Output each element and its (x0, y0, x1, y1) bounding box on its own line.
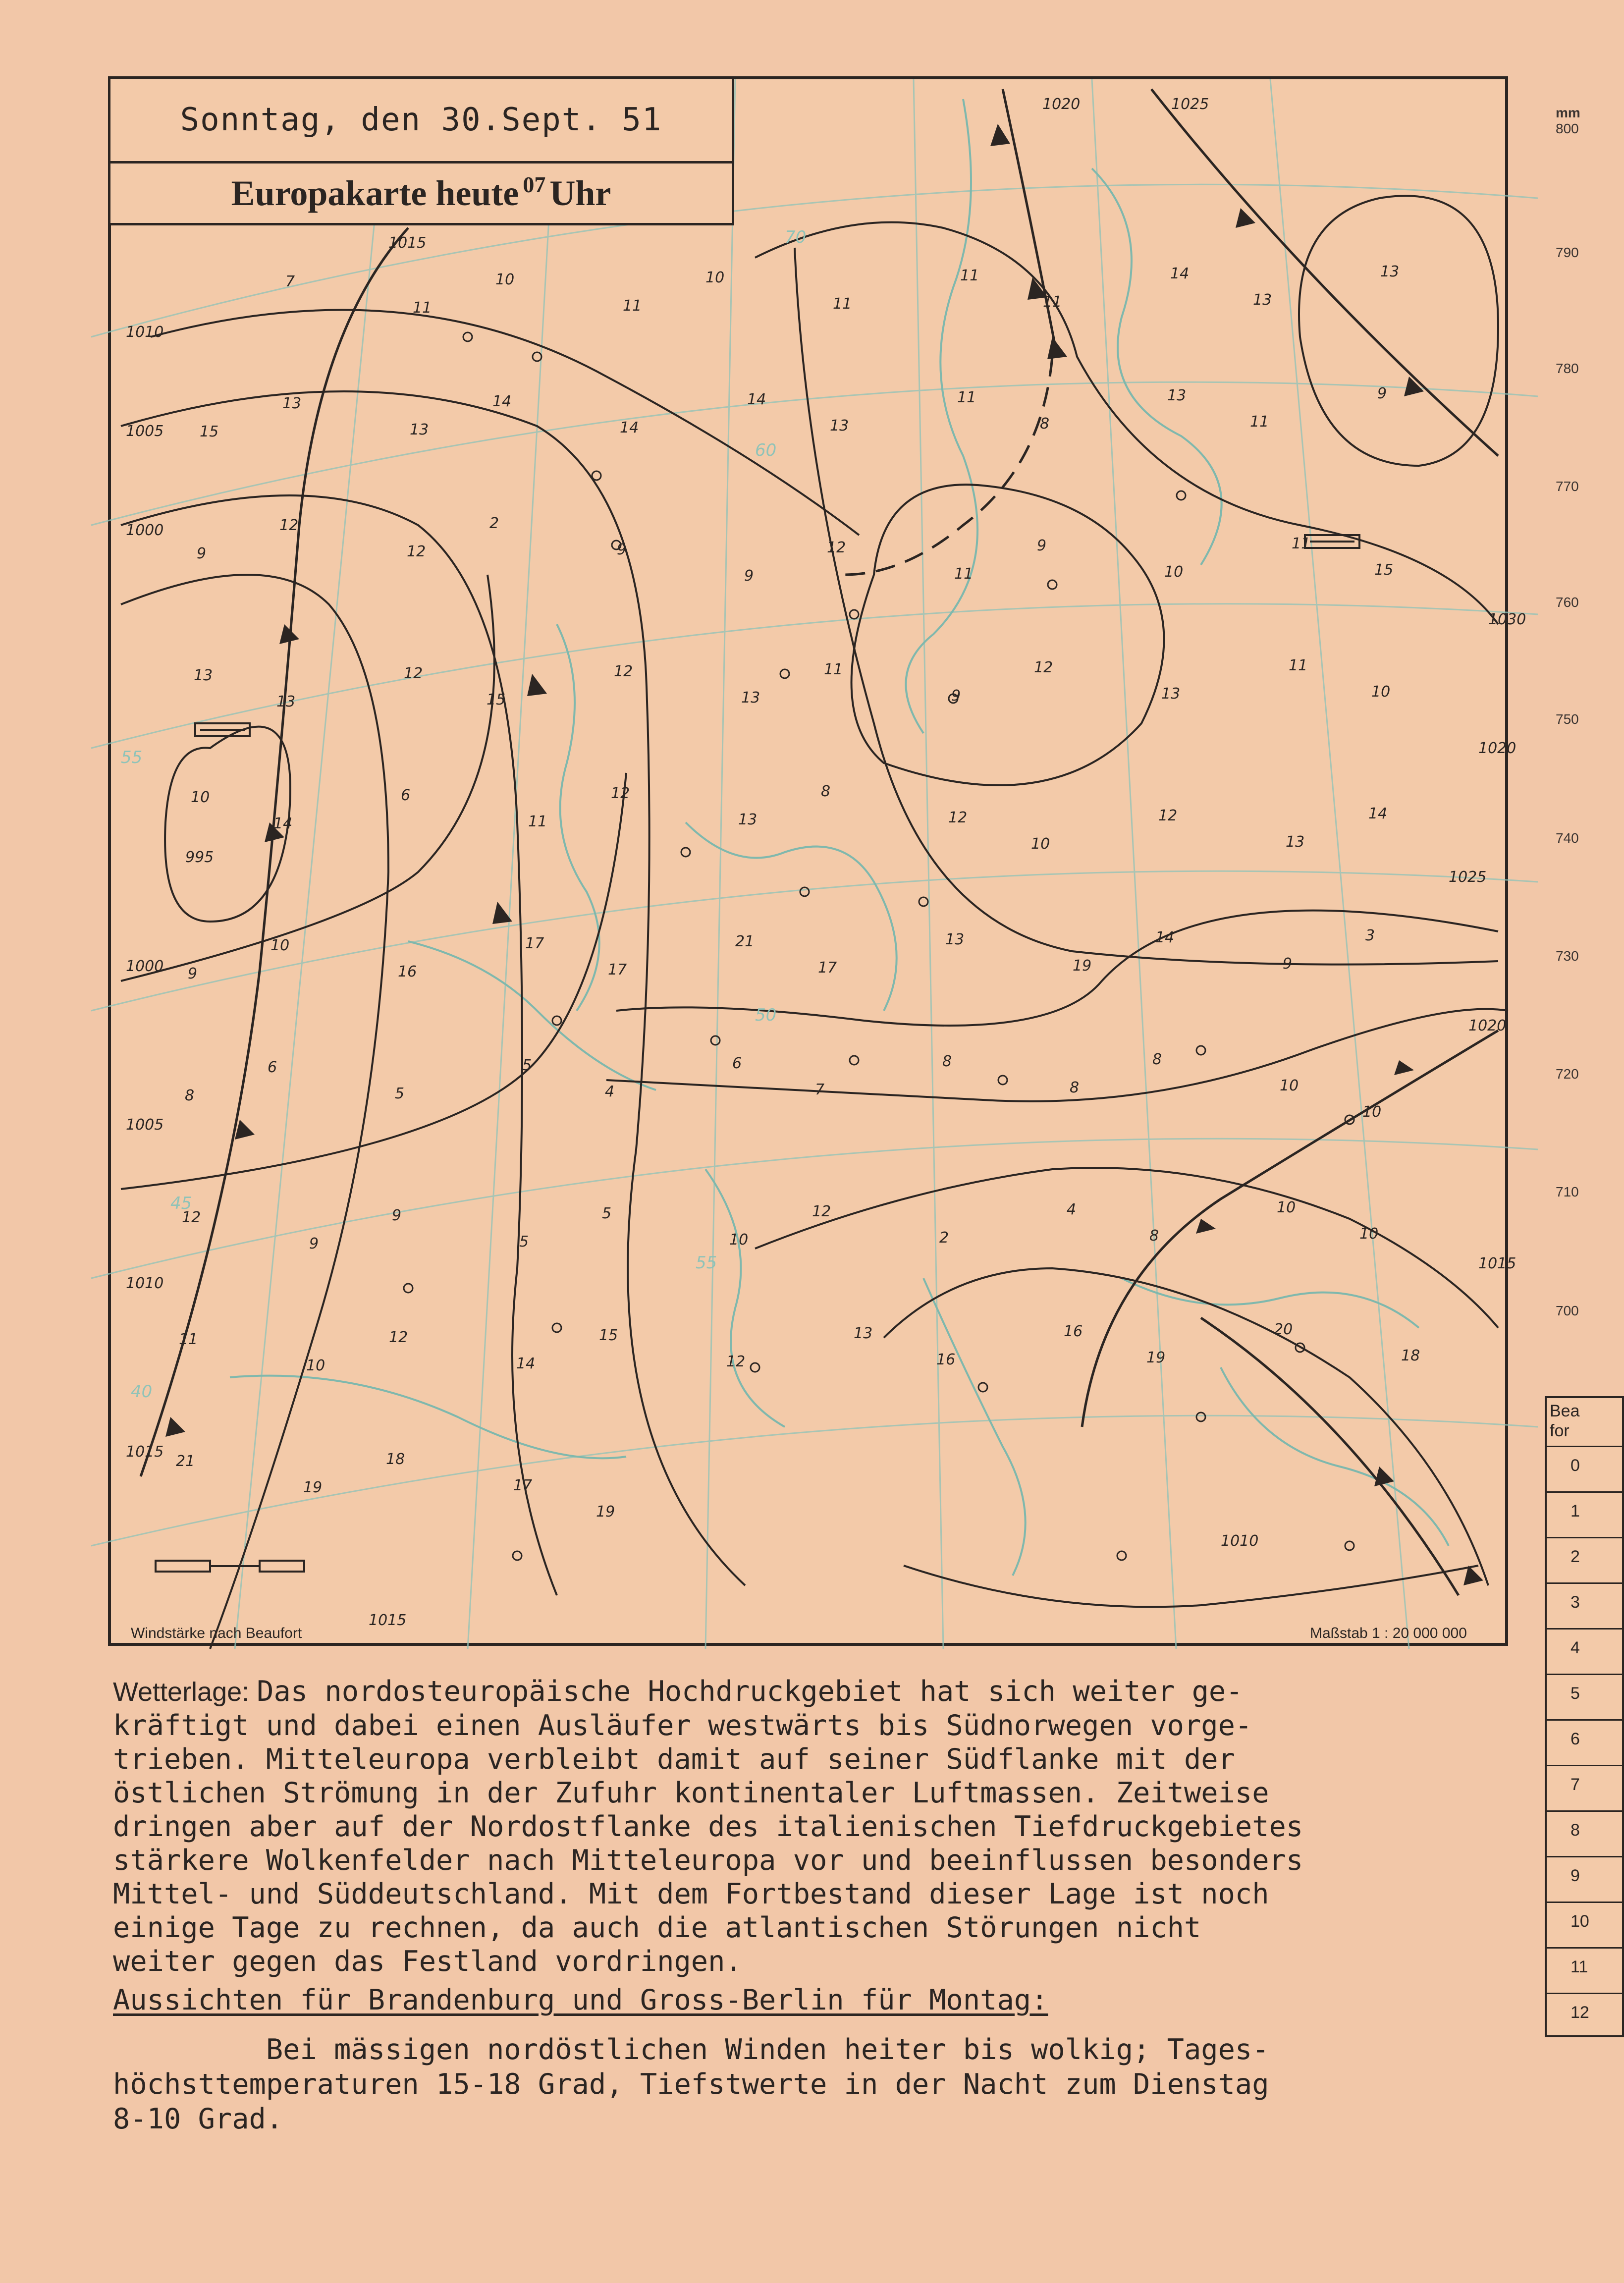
station-value: 13 (1286, 833, 1305, 851)
latitude-label: 50 (755, 1005, 777, 1025)
legend-row (1547, 1902, 1622, 1949)
station-value: 19 (1073, 957, 1092, 975)
station-value: 12 (1158, 807, 1178, 824)
weather-line-text: östlichen Strömung in der Zufuhr kontinentaler Luftmassen. Zeitweise (113, 1777, 1269, 1809)
station-value: 4 (1067, 1201, 1077, 1218)
station-value: 11 (824, 661, 843, 678)
station-value: 13 (1167, 387, 1187, 404)
station-value: 8 (1152, 1051, 1162, 1068)
station-value: 12 (827, 539, 846, 556)
station-value: 12 (182, 1209, 201, 1226)
isobar-label: 1010 (126, 324, 164, 341)
legend-row-value: 0 (1570, 1456, 1580, 1475)
station-value: 13 (1380, 263, 1400, 280)
pressure-scale-label: 760 (1556, 595, 1579, 610)
station-value: 15 (599, 1327, 618, 1344)
outlook-text (113, 2032, 1510, 2136)
station-value: 10 (271, 937, 290, 954)
legend-row-value: 6 (1570, 1730, 1580, 1748)
station-value: 9 (951, 687, 961, 705)
legend-row-value: 9 (1570, 1866, 1580, 1885)
station-value: 11 (623, 297, 642, 315)
station-value: 11 (1250, 413, 1269, 431)
latitude-label: 55 (696, 1253, 717, 1273)
legend-row-value: 3 (1570, 1593, 1580, 1612)
wind-scale-symbol (156, 1561, 304, 1572)
station-value: 10 (705, 269, 725, 286)
weather-line-text: weiter gegen das Festland vordringen. (113, 1945, 742, 1978)
latitude-label: 55 (121, 748, 143, 767)
station-value: 11 (960, 267, 979, 284)
station-value: 12 (407, 543, 426, 560)
pressure-scale-label: 780 (1556, 361, 1579, 376)
weather-line (113, 1844, 1510, 1877)
legend-row-value: 12 (1570, 2003, 1589, 2022)
weather-line-text: stärkere Wolkenfelder nach Mitteleuropa vor und beeinflussen besonders (113, 1844, 1303, 1877)
station-value: 21 (735, 933, 755, 950)
station-value: 11 (413, 299, 432, 317)
station-value: 10 (1164, 563, 1184, 581)
station-value: 10 (1031, 835, 1050, 853)
station-value: 8 (1070, 1079, 1080, 1096)
weather-line (113, 1776, 1510, 1810)
station-value: 14 (516, 1355, 536, 1372)
station-value: 12 (726, 1353, 746, 1370)
isobar-label: 1015 (369, 1612, 407, 1629)
isobar-label: 995 (185, 849, 214, 866)
weather-line (113, 1675, 1510, 1709)
weather-line-text: Mittel- und Süddeutschland. Mit dem Fortbestand dieser Lage ist noch (113, 1878, 1269, 1910)
station-value: 9 (1283, 955, 1293, 973)
station-value: 12 (389, 1329, 408, 1346)
latitude-label: 40 (131, 1382, 153, 1402)
station-value: 12 (404, 665, 423, 682)
weather-line (113, 1945, 1510, 1978)
station-value: 5 (522, 1057, 532, 1074)
station-value: 10 (1277, 1199, 1296, 1216)
isobar-label: 1030 (1488, 611, 1526, 628)
legend-row-value: 7 (1570, 1775, 1580, 1794)
legend-row (1547, 1537, 1622, 1584)
station-value: 12 (614, 663, 633, 680)
station-value: 19 (303, 1479, 323, 1496)
pressure-center-low (195, 723, 250, 736)
station-value: 11 (1292, 535, 1311, 552)
legend-row-value: 8 (1570, 1821, 1580, 1840)
map-caption-scale: Maßstab 1 : 20 000 000 (1310, 1625, 1467, 1641)
weather-line (113, 1742, 1510, 1776)
station-value: 8 (942, 1053, 952, 1070)
station-value: 15 (487, 691, 506, 708)
legend-row (1547, 1628, 1622, 1675)
legend-header-line-2: for (1550, 1421, 1570, 1440)
station-value: 17 (525, 935, 544, 952)
station-value: 21 (176, 1453, 195, 1470)
station-value: 19 (1146, 1349, 1166, 1366)
station-value: 14 (1368, 805, 1388, 822)
station-value: 5 (602, 1205, 612, 1222)
pressure-scale-label: 740 (1556, 830, 1579, 846)
station-value: 12 (1034, 659, 1053, 676)
station-value: 17 (513, 1477, 533, 1494)
station-value: 9 (188, 965, 198, 982)
legend-header-line-1: Bea (1550, 1402, 1580, 1420)
station-value: 11 (957, 389, 976, 406)
station-value: 14 (273, 815, 293, 832)
station-value: 11 (1043, 293, 1062, 311)
legend-row-value: 5 (1570, 1684, 1580, 1703)
map-date (108, 76, 734, 163)
station-values (176, 263, 1420, 1521)
station-value: 12 (948, 809, 968, 826)
station-value: 8 (1149, 1227, 1159, 1245)
station-value: 13 (741, 689, 760, 707)
station-value: 10 (1359, 1225, 1379, 1243)
legend-row-value: 2 (1570, 1547, 1580, 1566)
station-value: 8 (821, 783, 831, 800)
outlook-line: höchsttemperaturen 15-18 Grad, Tiefstwerte in der Nacht zum Dienstag (113, 2068, 1269, 2101)
station-value: 13 (194, 667, 213, 684)
legend-row (1547, 1810, 1622, 1857)
station-value: 11 (528, 813, 547, 830)
station-value: 14 (620, 419, 639, 436)
station-value: 9 (744, 567, 754, 585)
station-value: 13 (1161, 685, 1181, 703)
station-value: 10 (191, 789, 210, 806)
station-value: 3 (1365, 927, 1375, 944)
weather-label: Wetterlage: (113, 1677, 257, 1707)
isobar-labels (126, 96, 1526, 1629)
station-value: 6 (732, 1055, 742, 1072)
outlook-heading: Aussichten für Brandenburg und Gross-Berlin für Montag: (113, 1984, 1048, 2016)
legend-row (1547, 1719, 1622, 1766)
station-value: 13 (1253, 291, 1272, 309)
station-value: 6 (268, 1059, 277, 1076)
pressure-scale-label: 750 (1556, 711, 1579, 727)
legend-row (1547, 1993, 1622, 2040)
latitude-label: 45 (170, 1194, 192, 1213)
pressure-scale-label: 800 (1556, 121, 1579, 136)
station-value: 7 (285, 273, 295, 290)
isobar-label: 1000 (126, 958, 164, 975)
station-value: 12 (812, 1203, 831, 1220)
legend-row-value: 4 (1570, 1638, 1580, 1657)
isobar-label: 1000 (126, 522, 164, 539)
isobar-label: 1015 (126, 1443, 164, 1461)
isobar-label: 1025 (1449, 869, 1487, 886)
station-value: 8 (1040, 415, 1050, 433)
map-title (108, 161, 734, 225)
weather-description (113, 1675, 1510, 1978)
isobar-label: 1020 (1478, 740, 1516, 757)
weather-line (113, 1709, 1510, 1742)
station-value: 7 (815, 1081, 825, 1098)
title-main: Europakarte heute (231, 173, 519, 213)
station-value: 14 (1170, 265, 1190, 282)
station-value: 2 (489, 515, 499, 532)
station-value: 13 (854, 1325, 873, 1342)
station-value: 16 (1064, 1323, 1083, 1340)
outlook-line: Bei mässigen nordöstlichen Winden heiter bis wolkig; Tages- (113, 2033, 1269, 2066)
weather-line-text: Das nordosteuropäische Hochdruckgebiet hat sich weiter ge- (257, 1675, 1243, 1708)
station-value: 9 (197, 545, 207, 562)
station-value: 11 (954, 565, 974, 583)
title-unit: Uhr (549, 173, 611, 213)
station-value: 10 (306, 1357, 325, 1374)
weather-line-text: einige Tage zu rechnen, da auch die atlantischen Störungen nicht (113, 1911, 1201, 1944)
station-value: 18 (386, 1451, 405, 1468)
station-value: 16 (398, 963, 417, 980)
legend-row-value: 10 (1570, 1912, 1589, 1931)
weather-line (113, 1911, 1510, 1945)
isobar-label: 1020 (1042, 96, 1081, 113)
station-value: 4 (605, 1083, 615, 1100)
weather-line (113, 1810, 1510, 1844)
station-value: 13 (738, 811, 758, 828)
station-value: 6 (401, 787, 411, 804)
legend-row-value: 11 (1570, 1957, 1588, 1976)
station-value: 18 (1401, 1347, 1420, 1364)
station-value: 15 (200, 423, 219, 440)
station-value: 9 (1037, 537, 1047, 554)
station-value: 14 (1155, 929, 1175, 946)
pressure-scale-label: 790 (1556, 245, 1579, 260)
latitude-label: 60 (755, 440, 777, 460)
station-value: 13 (945, 931, 965, 948)
pressure-scale-label: 720 (1556, 1066, 1579, 1082)
station-value: 9 (617, 541, 627, 558)
station-value: 9 (392, 1207, 402, 1224)
station-value: 9 (309, 1235, 319, 1252)
isobar-label: 1010 (1221, 1532, 1259, 1550)
station-value: 20 (1274, 1321, 1293, 1338)
legend-row (1547, 1856, 1622, 1903)
station-value: 13 (830, 417, 849, 435)
title-hour: 07 (523, 171, 546, 197)
weather-line-text: dringen aber auf der Nordostflanke des italienischen Tiefdruckgebietes (113, 1810, 1303, 1843)
map-caption-wind: Windstärke nach Beaufort (131, 1625, 302, 1641)
isobar-label: 1005 (126, 423, 164, 440)
station-value: 11 (833, 295, 852, 313)
station-value: 17 (608, 961, 627, 978)
station-value: 16 (936, 1351, 956, 1368)
station-value: 15 (1374, 561, 1394, 579)
station-value: 19 (596, 1503, 615, 1521)
pressure-scale-label: 770 (1556, 479, 1579, 494)
weather-map (108, 76, 1526, 1646)
legend-row (1547, 1491, 1622, 1538)
station-value: 14 (747, 391, 766, 408)
weather-line-text: kräftigt und dabei einen Ausläufer westwärts bis Südnorwegen vorge- (113, 1709, 1252, 1742)
station-value: 11 (1289, 657, 1308, 674)
station-value: 12 (279, 517, 299, 534)
map-drawing (111, 79, 1526, 1649)
isobar-label: 1005 (126, 1116, 164, 1134)
legend-row (1547, 1947, 1622, 1994)
pressure-scale-label: 710 (1556, 1184, 1579, 1199)
beaufort-legend (1545, 1396, 1624, 2037)
isobar-label: 1015 (1478, 1255, 1516, 1272)
isobar-label: 1015 (388, 234, 427, 252)
isobar-label: 1020 (1468, 1017, 1507, 1034)
weather-line (113, 1877, 1510, 1911)
graticule (91, 79, 1538, 1649)
station-value: 14 (492, 393, 512, 410)
isobar-label: 1025 (1171, 96, 1209, 113)
station-value: 17 (818, 959, 837, 977)
station-value: 2 (939, 1229, 949, 1247)
station-value: 5 (519, 1233, 529, 1250)
station-value: 5 (395, 1085, 405, 1102)
coastlines (230, 99, 1449, 1576)
station-markers (404, 332, 1354, 1560)
legend-row (1547, 1582, 1622, 1630)
station-value: 13 (276, 693, 296, 710)
station-value: 13 (410, 421, 429, 438)
station-value: 11 (179, 1331, 198, 1348)
station-value: 10 (1371, 683, 1391, 701)
pressure-unit: mm (1556, 105, 1580, 120)
pressure-scale-label: 700 (1556, 1303, 1579, 1318)
station-value: 10 (729, 1231, 749, 1249)
station-value: 10 (1280, 1077, 1299, 1094)
station-value: 10 (1362, 1103, 1382, 1121)
station-value: 13 (282, 395, 302, 412)
weather-line-text: trieben. Mitteleuropa verbleibt damit auf seiner Südflanke mit der (113, 1743, 1235, 1776)
legend-row (1547, 1446, 1622, 1493)
isobar-label: 1010 (126, 1275, 164, 1292)
pressure-scale-label: 730 (1556, 948, 1579, 964)
outlook-line: 8-10 Grad. (113, 2103, 283, 2135)
latitude-label: 70 (785, 227, 807, 247)
station-value: 12 (611, 785, 630, 802)
station-value: 10 (495, 271, 515, 288)
legend-header (1550, 1401, 1580, 1441)
station-value: 8 (185, 1087, 195, 1104)
date-line: Sonntag, den 30.Sept. 51 (180, 102, 662, 138)
legend-row (1547, 1674, 1622, 1721)
legend-row (1547, 1765, 1622, 1812)
legend-row-value: 1 (1570, 1502, 1580, 1521)
station-value: 9 (1377, 385, 1387, 402)
